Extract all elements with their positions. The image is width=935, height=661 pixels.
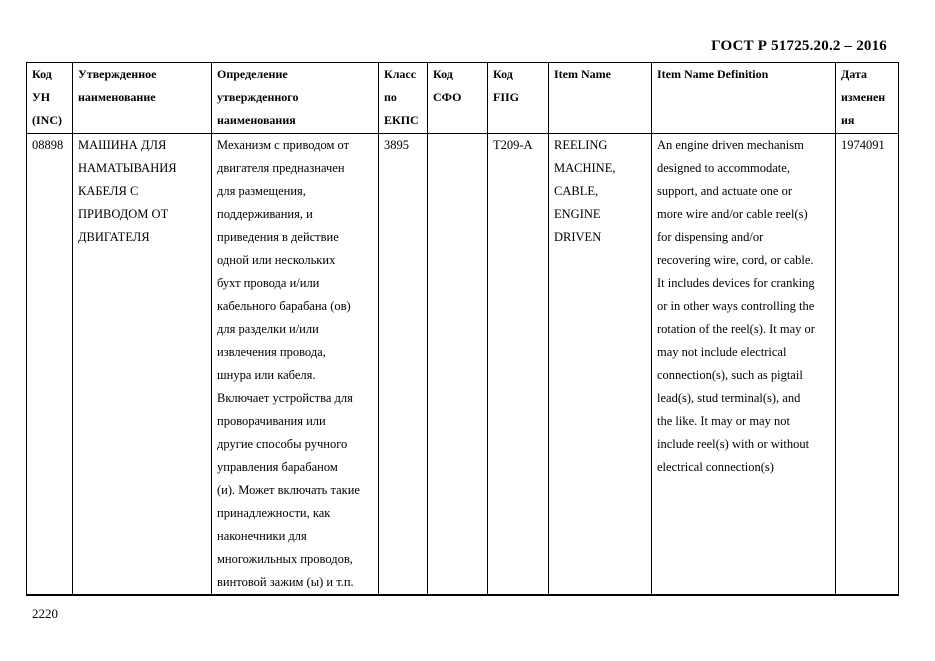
cell-line: for dispensing and/or <box>657 230 764 244</box>
column-header-line: по <box>384 90 397 104</box>
column-header-line: УН <box>32 90 51 104</box>
cell-fiig <box>488 134 549 596</box>
cell-line: rotation of the reel(s). It may or <box>657 322 815 336</box>
column-header-def-en <box>652 63 836 134</box>
cell-line: support, and actuate one or <box>657 184 793 198</box>
cell-line: An engine driven mechanism <box>657 138 804 152</box>
column-header-line: Определение <box>217 67 288 81</box>
cell-line: DRIVEN <box>554 230 602 244</box>
cell-line: для разделки и/или <box>217 322 319 336</box>
cell-line: designed to accommodate, <box>657 161 790 175</box>
column-header-sfo <box>428 63 488 134</box>
items-table <box>26 62 899 596</box>
cell-line: It includes devices for cranking <box>657 276 815 290</box>
cell-line: 08898 <box>32 138 64 152</box>
cell-line: управления барабаном <box>217 460 338 474</box>
cell-line: or in other ways controlling the <box>657 299 815 313</box>
cell-line: многожильных проводов, <box>217 552 353 566</box>
cell-line: для размещения, <box>217 184 306 198</box>
column-header-line: Код <box>32 67 52 81</box>
cell-name-ru <box>73 134 212 596</box>
cell-line: другие способы ручного <box>217 437 348 451</box>
column-header-line: утвержденного <box>217 90 299 104</box>
cell-line: connection(s), such as pigtail <box>657 368 803 382</box>
cell-line: кабельного барабана (ов) <box>217 299 351 313</box>
cell-line: наконечники для <box>217 529 307 543</box>
cell-inc <box>27 134 73 596</box>
table-header-row <box>27 63 899 134</box>
cell-line: recovering wire, cord, or cable. <box>657 253 814 267</box>
cell-line: КАБЕЛЯ С <box>78 184 139 198</box>
column-header-def-ru <box>212 63 379 134</box>
column-header-line: Дата <box>841 67 867 81</box>
cell-line: ENGINE <box>554 207 601 221</box>
column-header-line: (INC) <box>32 113 62 127</box>
cell-line: извлечения провода, <box>217 345 326 359</box>
column-header-name-ru <box>73 63 212 134</box>
column-header-line: ЕКПС <box>384 113 419 127</box>
cell-line: CABLE, <box>554 184 599 198</box>
table-row <box>27 134 899 596</box>
column-header-line: изменен <box>841 90 886 104</box>
column-header-date <box>836 63 899 134</box>
column-header-line: СФО <box>433 90 462 104</box>
table-body <box>27 134 899 596</box>
document-standard-header: ГОСТ Р 51725.20.2 – 2016 <box>711 38 887 54</box>
column-header-line: Item Name <box>554 67 611 81</box>
cell-line: more wire and/or cable reel(s) <box>657 207 808 221</box>
cell-name-en <box>549 134 652 596</box>
column-header-name-en <box>549 63 652 134</box>
cell-line: проворачивания или <box>217 414 326 428</box>
page-number: 2220 <box>32 606 58 621</box>
cell-sfo <box>428 134 488 596</box>
cell-line: поддерживания, и <box>217 207 313 221</box>
column-header-line: Утвержденное <box>78 67 157 81</box>
column-header-line: Item Name Definition <box>657 67 769 81</box>
column-header-line: наименование <box>78 90 156 104</box>
column-header-fiig <box>488 63 549 134</box>
cell-line: REELING <box>554 138 608 152</box>
cell-ekps <box>379 134 428 596</box>
column-header-ekps <box>379 63 428 134</box>
cell-line: приведения в действие <box>217 230 339 244</box>
column-header-line: Код <box>433 67 453 81</box>
cell-line: шнура или кабеля. <box>217 368 316 382</box>
cell-line: бухт провода и/или <box>217 276 320 290</box>
cell-line: двигателя предназначен <box>217 161 345 175</box>
cell-line: T209-A <box>493 138 533 152</box>
cell-line: (и). Может включать такие <box>217 483 360 497</box>
cell-line: may not include electrical <box>657 345 787 359</box>
cell-line: Механизм с приводом от <box>217 138 350 152</box>
cell-line: MACHINE, <box>554 161 616 175</box>
column-header-inc <box>27 63 73 134</box>
cell-line: Включает устройства для <box>217 391 353 405</box>
column-header-line: FIIG <box>493 90 520 104</box>
cell-line: одной или нескольких <box>217 253 336 267</box>
column-header-line: ия <box>841 113 855 127</box>
cell-def-ru <box>212 134 379 596</box>
cell-line: принадлежности, как <box>217 506 331 520</box>
column-header-line: Код <box>493 67 513 81</box>
cell-line: electrical connection(s) <box>657 460 774 474</box>
column-header-line: наименования <box>217 113 296 127</box>
cell-line: lead(s), stud terminal(s), and <box>657 391 801 405</box>
cell-line: include reel(s) with or without <box>657 437 810 451</box>
cell-line: винтовой зажим (ы) и т.п. <box>217 575 354 589</box>
cell-line: 3895 <box>384 138 409 152</box>
cell-line: МАШИНА ДЛЯ <box>78 138 167 152</box>
cell-date <box>836 134 899 596</box>
cell-def-en <box>652 134 836 596</box>
cell-line: ПРИВОДОМ ОТ <box>78 207 169 221</box>
cell-line: 1974091 <box>841 138 885 152</box>
cell-line: НАМАТЫВАНИЯ <box>78 161 177 175</box>
cell-line: the like. It may or may not <box>657 414 790 428</box>
cell-line: ДВИГАТЕЛЯ <box>78 230 150 244</box>
column-header-line: Класс <box>384 67 417 81</box>
